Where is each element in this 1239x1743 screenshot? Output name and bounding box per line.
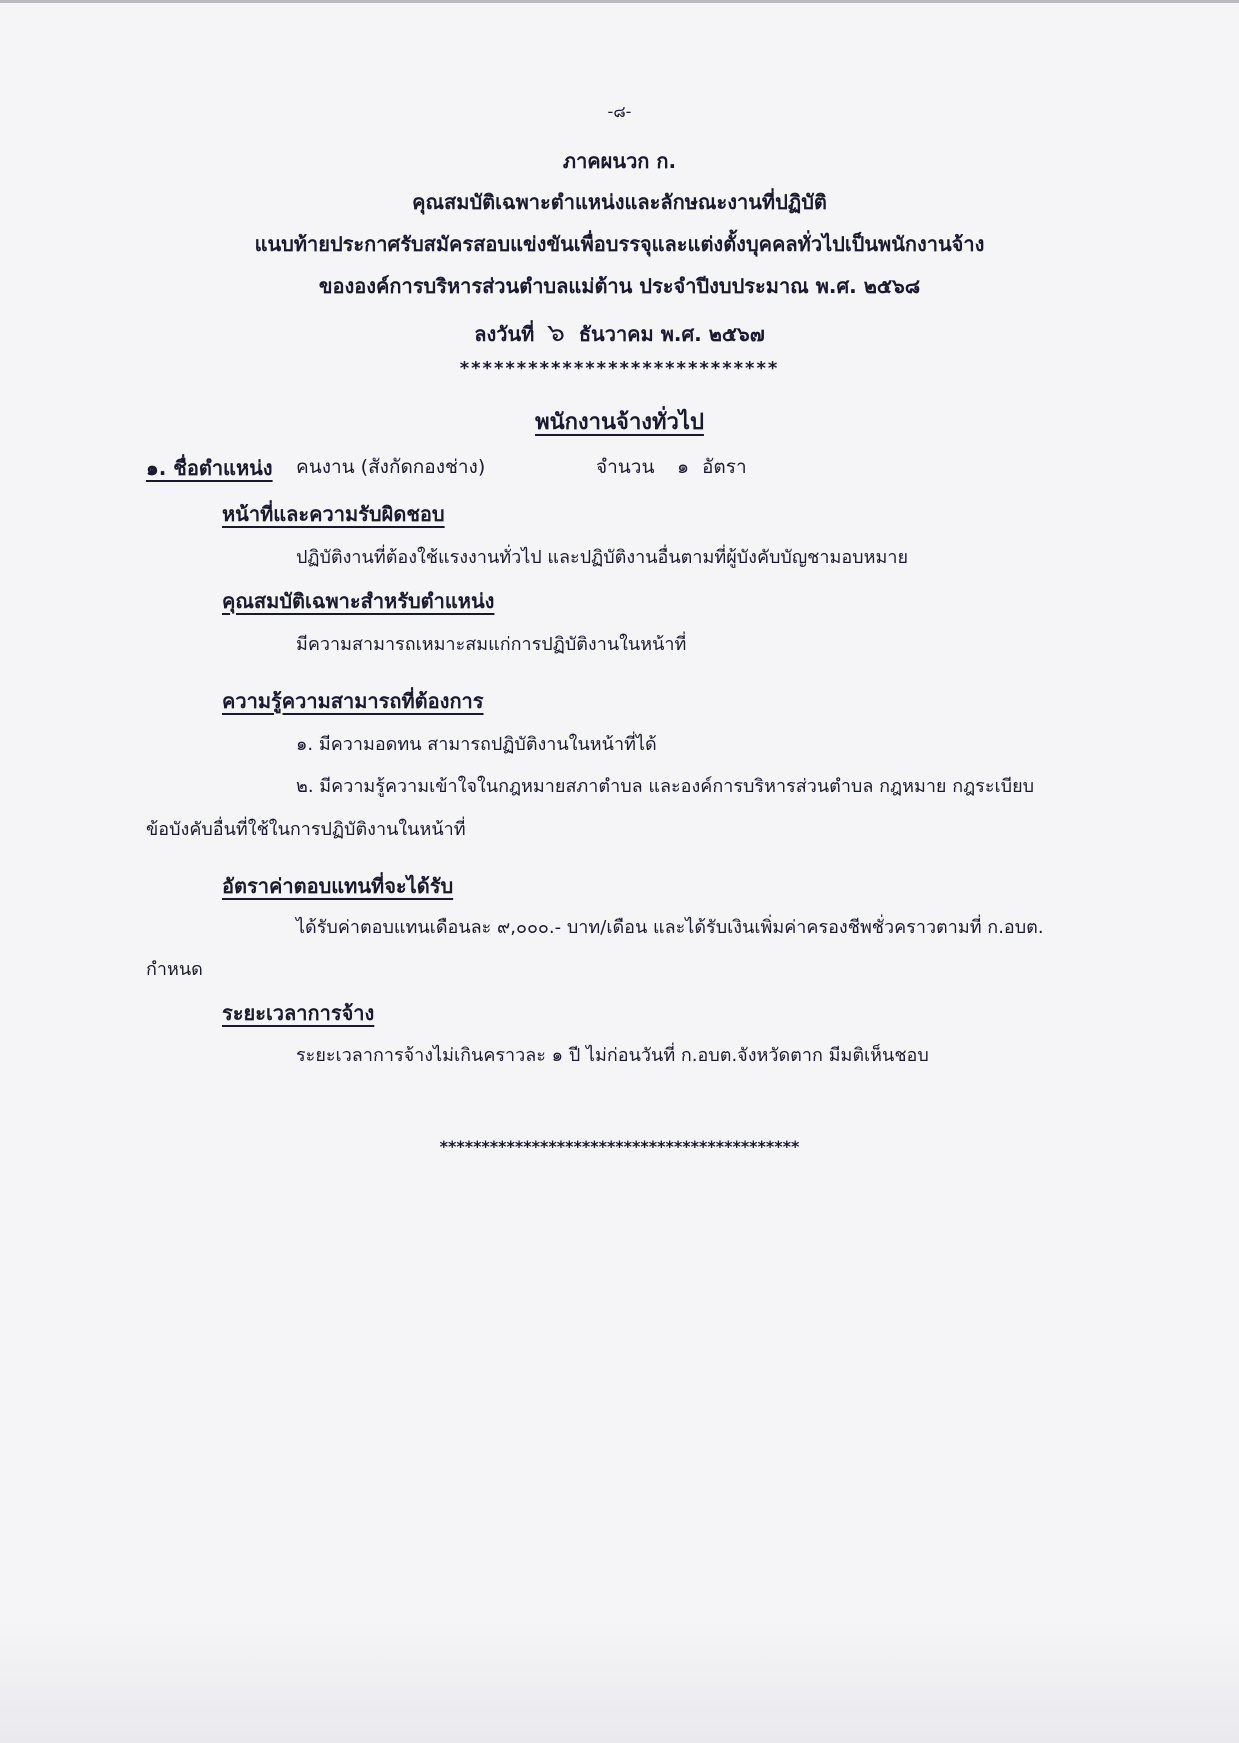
header-separator: ****************************: [459, 358, 780, 379]
date-prefix: ลงวันที่: [474, 322, 535, 346]
document-subtitle-1: แนบท้ายประกาศรับสมัครสอบแข่งขันเพื่อบรรจุและแต่งตั้งบุคคลทั่วไปเป็นพนักงานจ้าง: [254, 232, 985, 256]
position-count-label: จำนวน: [596, 456, 655, 478]
position-count-value: ๑: [677, 456, 690, 478]
duties-text: ปฏิบัติงานที่ต้องใช้แรงงานทั่วไป และปฏิบัติงานอื่นตามที่ผู้บังคับบัญชามอบหมาย: [296, 547, 908, 568]
knowledge-item-2-line-2: ข้อบังคับอื่นที่ใช้ในการปฏิบัติงานในหน้าที่: [146, 819, 466, 840]
footer-separator: *******************************************: [439, 1137, 800, 1156]
compensation-heading: อัตราค่าตอบแทนที่จะได้รับ: [222, 874, 454, 898]
annex-label: ภาคผนวก ก.: [562, 149, 677, 173]
qualifications-text: มีความสามารถเหมาะสมแก่การปฏิบัติงานในหน้าที่: [296, 634, 687, 655]
knowledge-item-2-line-1: ๒. มีความรู้ความเข้าใจในกฎหมายสภาตำบล และองค์การบริหารส่วนตำบล กฎหมาย กฎระเบียบ: [296, 776, 1035, 797]
compensation-line-1: ได้รับค่าตอบแทนเดือนละ ๙,๐๐๐.- บาท/เดือน และได้รับเงินเพิ่มค่าครองชีพชั่วคราวตามที่ ก.อบต.: [296, 917, 1044, 938]
duties-heading: หน้าที่และความรับผิดชอบ: [222, 502, 445, 526]
term-text: ระยะเวลาการจ้างไม่เกินคราวละ ๑ ปี ไม่ก่อนวันที่ ก.อบต.จังหวัดตาก มีมติเห็นชอบ: [296, 1045, 929, 1066]
term-heading: ระยะเวลาการจ้าง: [222, 1001, 375, 1025]
date-day-handwritten: ๖: [546, 316, 567, 349]
section-title: พนักงานจ้างทั่วไป: [535, 410, 704, 435]
date-suffix: ธันวาคม พ.ศ. ๒๕๖๗: [578, 322, 765, 346]
qualifications-heading: คุณสมบัติเฉพาะสำหรับตำแหน่ง: [222, 589, 495, 613]
document-subtitle-2: ขององค์การบริหารส่วนตำบลแม่ต้าน ประจำปีงบประมาณ พ.ศ. ๒๕๖๘: [318, 274, 921, 298]
scan-top-edge: [0, 0, 1239, 3]
document-title: คุณสมบัติเฉพาะตำแหน่งและลักษณะงานที่ปฏิบัติ: [412, 190, 827, 214]
knowledge-item-1: ๑. มีความอดทน สามารถปฏิบัติงานในหน้าที่ได้: [296, 734, 657, 755]
knowledge-heading: ความรู้ความสามารถที่ต้องการ: [222, 689, 484, 713]
date-line: [0, 312, 1239, 353]
scan-bottom-shade: [0, 1620, 1239, 1743]
page-number: -๘-: [607, 102, 632, 121]
position-name: คนงาน (สังกัดกองช่าง): [296, 456, 486, 478]
compensation-line-2: กำหนด: [146, 959, 203, 980]
position-label: ๑. ชื่อตำแหน่ง: [146, 456, 273, 480]
position-count-unit: อัตรา: [702, 456, 747, 478]
